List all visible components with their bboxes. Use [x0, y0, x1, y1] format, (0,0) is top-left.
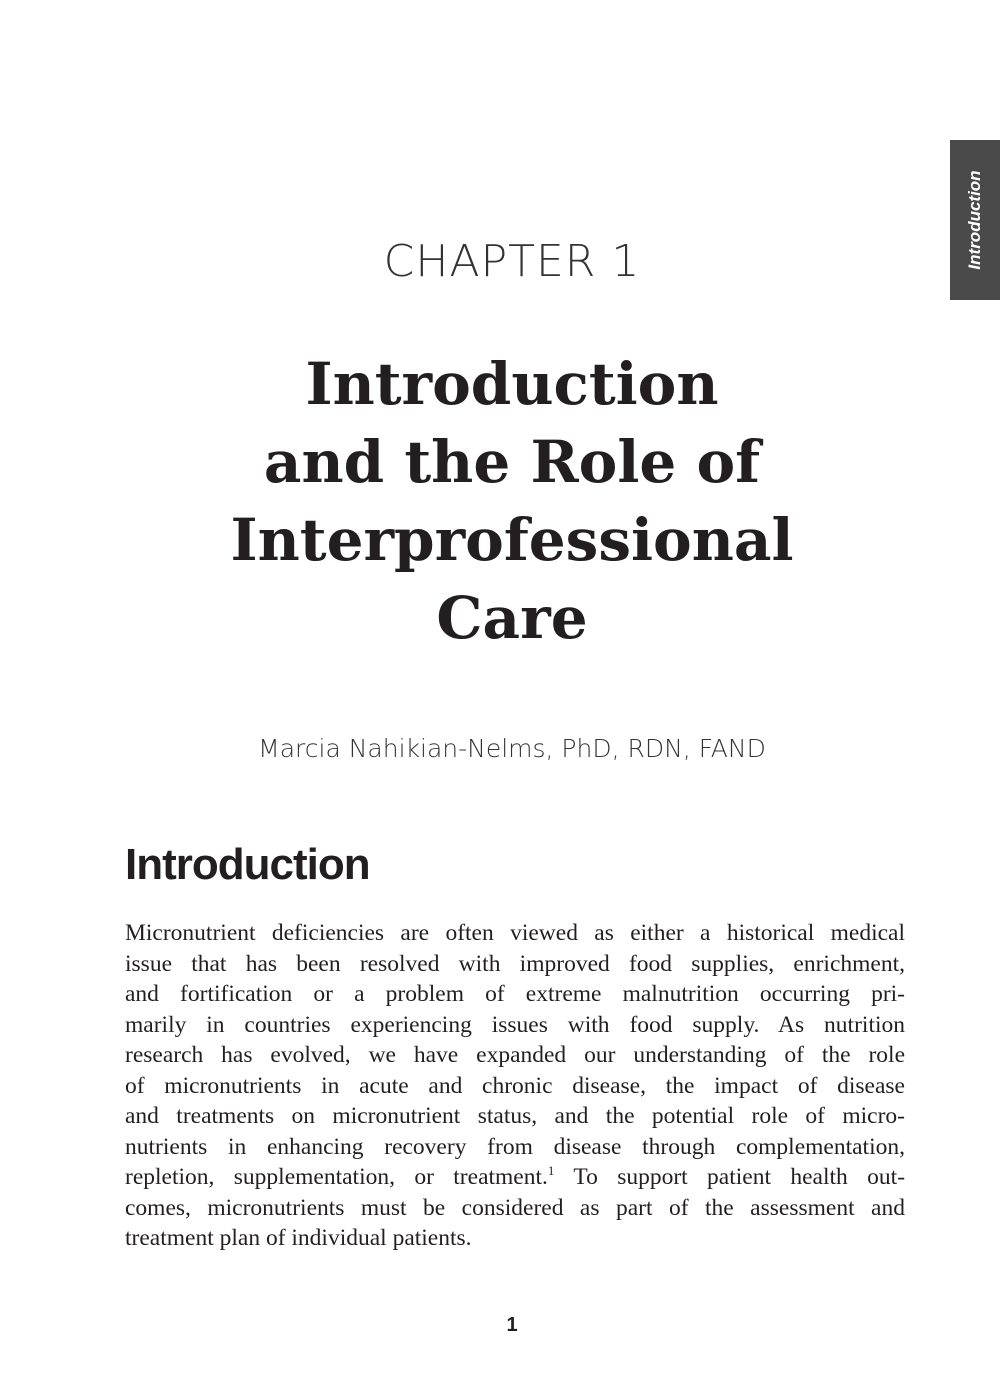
- body-line: comes, micronutrients must be considered as part of the assessment and: [125, 1194, 905, 1221]
- side-tab-label: Introduction: [965, 170, 984, 270]
- body-line-segment: repletion, supplementation, or treatment.: [125, 1164, 548, 1190]
- chapter-title-line: Care: [436, 584, 588, 652]
- chapter-number: CHAPTER 1: [383, 236, 641, 287]
- chapter-title-line: Interprofessional: [230, 506, 794, 574]
- body-line: treatment plan of individual patients.: [125, 1225, 472, 1251]
- body-line: issue that has been resolved with improved food supplies, enrichment,: [125, 950, 905, 977]
- body-line-with-footnote: [125, 1162, 905, 1193]
- page-number: 1: [506, 1314, 518, 1336]
- body-line: marily in countries experiencing issues with food supply. As nutrition: [125, 1011, 905, 1038]
- body-line: nutrients in enhancing recovery from disease through complementation,: [125, 1133, 905, 1160]
- body-line: Micronutrient deficiencies are often viewed as either a historical medical: [125, 920, 905, 946]
- body-line: and treatments on micronutrient status, and the potential role of micro-: [125, 1103, 905, 1129]
- footnote-reference[interactable]: 1: [547, 1163, 555, 1179]
- chapter-title: [0, 345, 1000, 657]
- body-line: of micronutrients in acute and chronic disease, the impact of disease: [125, 1072, 905, 1099]
- chapter-title-line: and the Role of: [263, 428, 761, 496]
- chapter-title-line: Introduction: [305, 350, 719, 418]
- body-line: research has evolved, we have expanded our understanding of the role: [125, 1042, 905, 1068]
- section-heading: Introduction: [125, 840, 370, 889]
- chapter-author: Marcia Nahikian-Nelms, PhD, RDN, FAND: [258, 734, 766, 763]
- body-line-segment: To support patient health out-: [573, 1164, 906, 1190]
- body-line: and fortification or a problem of extreme malnutrition occurring pri-: [125, 981, 905, 1007]
- body-paragraph: [125, 918, 905, 1254]
